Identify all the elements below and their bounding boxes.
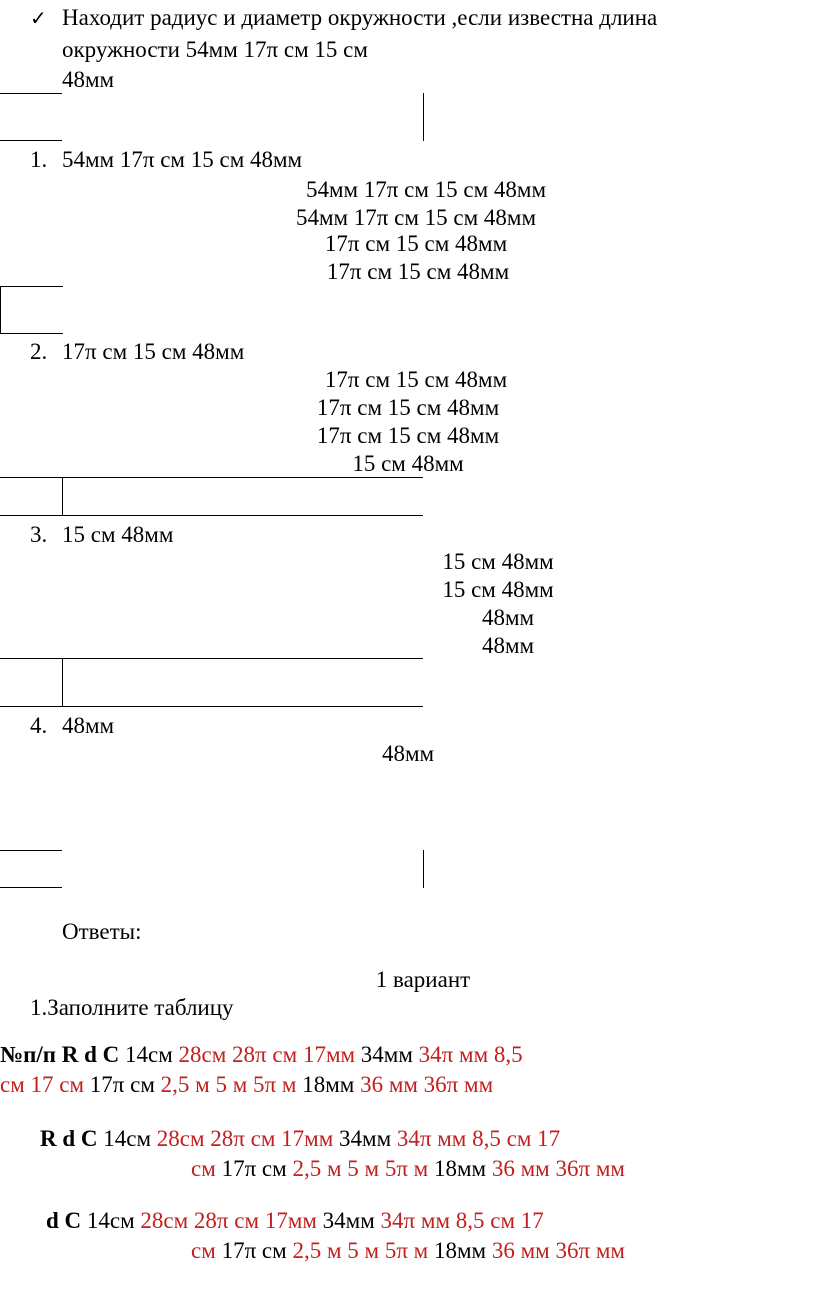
- given-value: 14см: [119, 1042, 179, 1067]
- given-value: 14см: [81, 1208, 141, 1233]
- answer-value: 28см 28π см: [156, 1126, 282, 1151]
- answer-row-header: №п/п R d C: [0, 1042, 120, 1067]
- list-number-2: 2.: [30, 339, 48, 364]
- answer-value: 8,5: [493, 1042, 523, 1067]
- rule: [62, 477, 63, 515]
- rule: [423, 850, 424, 888]
- list-row: 17π см 15 см 48мм: [62, 339, 245, 364]
- answer-row-line: [0, 1071, 493, 1099]
- answer-value: см 17 см: [0, 1072, 90, 1097]
- answer-row-header: R d C: [40, 1126, 98, 1151]
- answers-heading: Ответы:: [62, 919, 142, 944]
- rule: [0, 850, 62, 851]
- list-row: 48мм: [481, 605, 535, 630]
- list-number-4: 4.: [30, 713, 48, 738]
- rule: [62, 658, 63, 706]
- list-row: 17π см 15 см 48мм: [326, 259, 510, 284]
- answer-row-line: [0, 1041, 523, 1069]
- list-number-1: 1.: [30, 147, 48, 172]
- answer-value: 2,5 м 5 м 5π м: [292, 1156, 434, 1181]
- rule: [0, 658, 423, 659]
- list-row: 17π см 15 см 48мм: [324, 231, 508, 256]
- list-row: 15 см 48мм: [442, 549, 554, 574]
- answer-row-header: d C: [46, 1208, 82, 1233]
- list-row: 48мм: [481, 633, 535, 658]
- given-value: 17π см: [89, 1072, 161, 1097]
- given-value: 34мм: [339, 1126, 397, 1151]
- list-row: 17π см 15 см 48мм: [324, 367, 508, 392]
- answer-value: см: [191, 1156, 222, 1181]
- given-value: 17π см: [221, 1238, 293, 1263]
- table-cell-border: [0, 286, 63, 334]
- given-value: 18мм: [302, 1072, 361, 1097]
- list-row: 17π см 15 см 48мм: [316, 395, 500, 420]
- rule: [423, 93, 424, 141]
- list-row: 48мм: [381, 741, 435, 766]
- answer-value: 34π мм: [396, 1126, 473, 1151]
- answer-value: 28см 28π см: [178, 1042, 303, 1067]
- answer-value: 36 мм 36π мм: [491, 1238, 625, 1263]
- answer-value: 17мм: [264, 1208, 323, 1233]
- list-row: 15 см 48мм: [352, 451, 464, 476]
- given-value: 34мм: [322, 1208, 381, 1233]
- answer-value: 2,5 м 5 м 5π м: [292, 1238, 434, 1263]
- rule: [0, 477, 423, 478]
- variant-heading: 1 вариант: [375, 967, 471, 992]
- given-value: 17π см: [221, 1156, 293, 1181]
- given-value: 14см: [97, 1126, 157, 1151]
- given-value: 18мм: [433, 1156, 492, 1181]
- answer-row-line: [0, 1155, 816, 1183]
- list-row: 54мм 17π см 15 см 48мм: [305, 177, 547, 202]
- rule: [0, 515, 423, 516]
- answer-value: 17мм: [281, 1126, 340, 1151]
- given-value: 34мм: [360, 1042, 419, 1067]
- answer-value: 34π мм: [380, 1208, 456, 1233]
- list-row: 48мм: [62, 713, 115, 738]
- task-line-2: окружности 54мм 17π см 15 см: [62, 37, 368, 62]
- answer-value: 2,5 м 5 м 5π м: [160, 1072, 303, 1097]
- list-row: 54мм 17π см 15 см 48мм: [62, 147, 303, 172]
- task-line-1: Находит радиус и диаметр окружности ,если известна длина: [62, 5, 658, 30]
- list-number-3: 3.: [30, 522, 48, 547]
- rule: [0, 887, 62, 888]
- answer-value: 34π мм: [418, 1042, 494, 1067]
- answer-value: 28см 28π см: [140, 1208, 265, 1233]
- rule: [0, 140, 62, 141]
- answer-value: 8,5 см 17: [455, 1208, 544, 1233]
- answer-value: 17мм: [302, 1042, 361, 1067]
- answer-row-line: [0, 1237, 816, 1265]
- list-row: 15 см 48мм: [62, 522, 174, 547]
- given-value: 18мм: [433, 1238, 492, 1263]
- rule: [0, 93, 62, 94]
- task-title: 1.Заполните таблицу: [30, 995, 234, 1020]
- list-row: 15 см 48мм: [442, 577, 554, 602]
- answer-value: 36 мм 36π мм: [360, 1072, 494, 1097]
- list-row: 54мм 17π см 15 см 48мм: [295, 205, 537, 230]
- task-line-3: 48мм: [62, 67, 115, 92]
- answer-value: 8,5 см 17: [472, 1126, 561, 1151]
- answer-row-line: [46, 1207, 544, 1235]
- answer-value: см: [191, 1238, 222, 1263]
- answer-row-line: [40, 1125, 560, 1153]
- rule: [0, 706, 423, 707]
- checkmark-icon: ✓: [30, 6, 47, 30]
- list-row: 17π см 15 см 48мм: [316, 423, 500, 448]
- answer-value: 36 мм 36π мм: [491, 1156, 625, 1181]
